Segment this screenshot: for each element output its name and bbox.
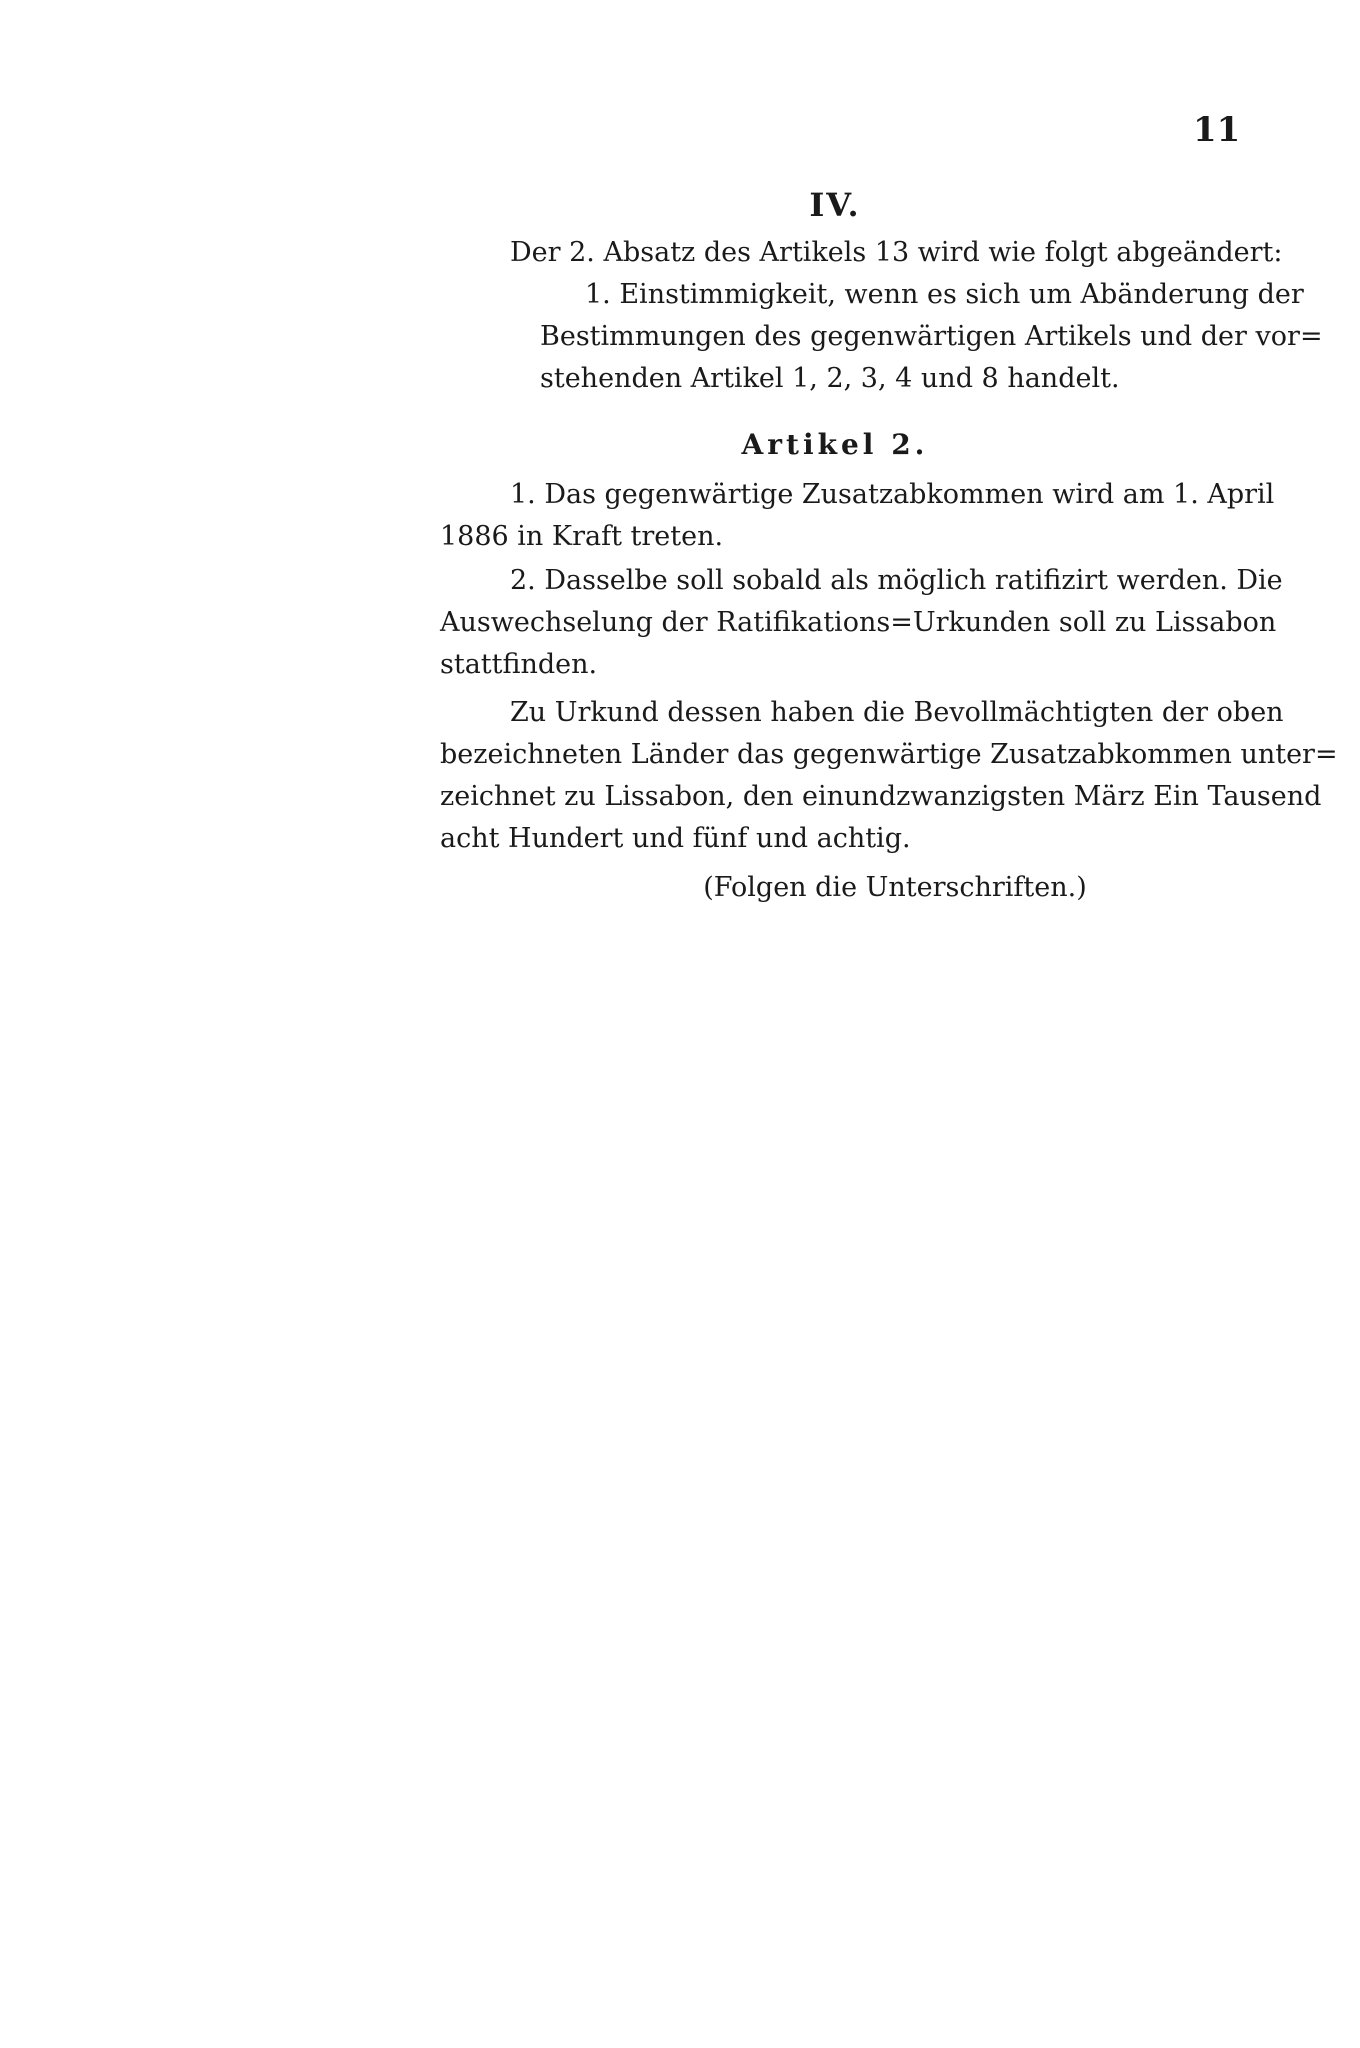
paragraph-line: 1886 in Kraft treten.: [440, 521, 724, 552]
intro-line: Bestimmungen des gegenwärtigen Artikels und der vor=: [540, 321, 1323, 352]
paragraph-line: Auswechselung der Ratifikations=Urkunden soll zu Lissabon: [440, 607, 1277, 638]
intro-line: stehenden Artikel 1, 2, 3, 4 und 8 handelt.: [540, 363, 1120, 394]
paragraph-line: stattfinden.: [440, 649, 598, 680]
paragraph-3: [440, 692, 1338, 860]
closing-note: (Folgen die Unterschriften.): [703, 872, 1087, 903]
paragraph-line: 1. Das gegenwärtige Zusatzabkommen wird am 1. April: [510, 479, 1275, 510]
page-number: 11: [1193, 110, 1241, 150]
section-intro: [440, 232, 1323, 400]
paragraph-2: [440, 560, 1283, 686]
article-heading: Artikel 2.: [741, 428, 929, 461]
paragraph-1: [440, 474, 1275, 558]
paragraph-line: acht Hundert und fünf und achtig.: [440, 823, 911, 854]
section-heading: IV.: [809, 186, 861, 224]
intro-line: Der 2. Absatz des Artikels 13 wird wie folgt abgeändert:: [510, 237, 1283, 268]
paragraph-line: 2. Dasselbe soll sobald als möglich ratifizirt werden. Die: [510, 565, 1283, 596]
intro-line: 1. Einstimmigkeit, wenn es sich um Abänderung der: [585, 279, 1304, 310]
paragraph-line: zeichnet zu Lissabon, den einundzwanzigsten März Ein Tausend: [440, 781, 1322, 812]
paragraph-line: Zu Urkund dessen haben die Bevollmächtigten der oben: [510, 697, 1284, 728]
paragraph-line: bezeichneten Länder das gegenwärtige Zusatzabkommen unter=: [440, 739, 1338, 770]
